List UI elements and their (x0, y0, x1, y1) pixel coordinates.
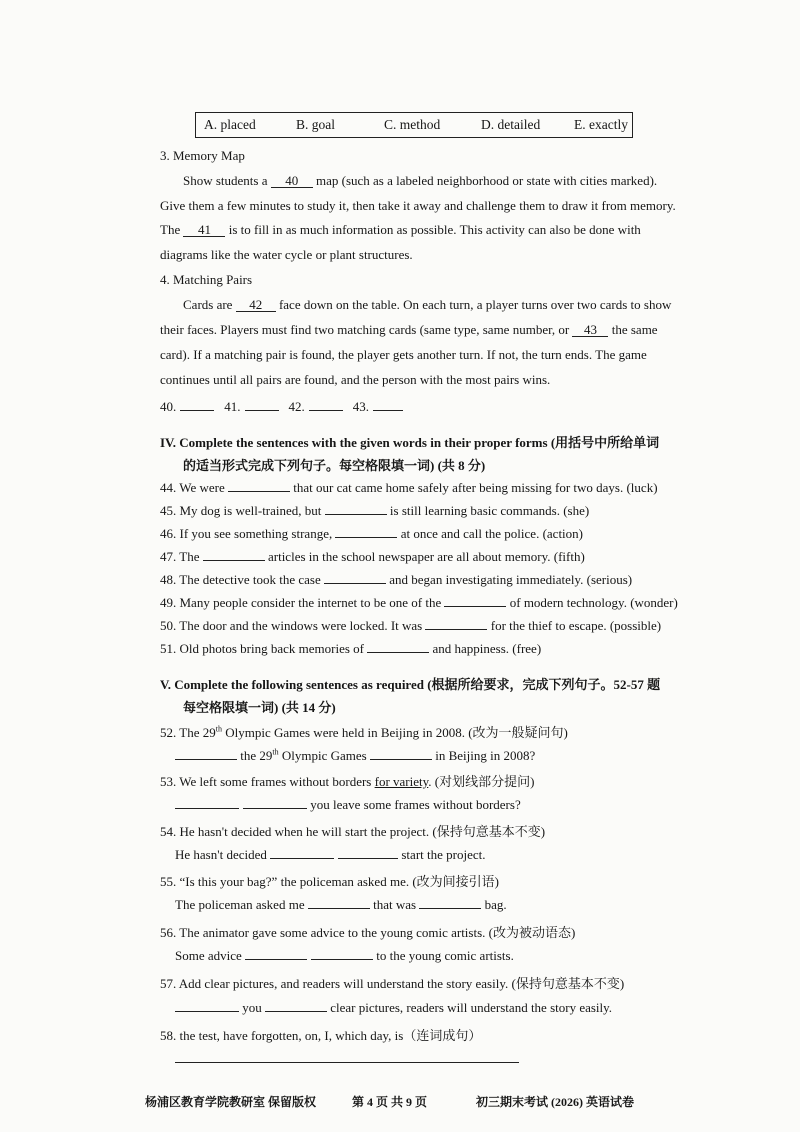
memory-map-line-2: Give them a few minutes to study it, then take it away and challenge them to draw it from memory. (160, 198, 676, 213)
question-45: 45. My dog is well-trained, but is still learning basic commands. (she) (160, 503, 590, 518)
section-4-heading-1: IV. Complete the sentences with the given words in their proper forms (用括号中所给单词 (160, 435, 660, 450)
section-5-heading-1: V. Complete the following sentences as required (根据所给要求，完成下列句子。52-57 题 (160, 677, 661, 692)
q53-blank-2[interactable] (243, 796, 307, 809)
question-55-rewrite: The policeman asked me that was bag. (175, 897, 507, 912)
question-54-rewrite: He hasn't decided start the project. (175, 847, 486, 862)
answer-41-blank[interactable] (245, 398, 279, 411)
q52-blank-2[interactable] (370, 747, 432, 760)
q57-blank-1[interactable] (175, 999, 239, 1012)
q46-blank[interactable] (335, 525, 397, 538)
q47-blank[interactable] (203, 548, 265, 561)
blank-40[interactable]: 40 (271, 174, 313, 188)
q58-answer-line[interactable] (175, 1062, 519, 1063)
blank-42[interactable]: 42 (236, 298, 276, 312)
q52-blank-1[interactable] (175, 747, 237, 760)
q54-blank-1[interactable] (270, 846, 334, 859)
footer-copyright: 杨浦区教育学院教研室 保留版权 (145, 1095, 317, 1109)
question-47: 47. The articles in the school newspaper are all about memory. (fifth) (160, 549, 585, 564)
question-44: 44. We were that our cat came home safely after being missing for two days. (luck) (160, 480, 658, 495)
matching-pairs-line-2: their faces. Players must find two matching cards (same type, same number, or 43 the same (160, 322, 658, 337)
memory-map-line-1: Show students a 40 map (such as a labeled neighborhood or state with cities marked). (183, 173, 658, 188)
q56-blank-1[interactable] (245, 947, 307, 960)
q57-blank-2[interactable] (265, 999, 327, 1012)
question-52: 52. The 29th Olympic Games were held in Beijing in 2008. (改为一般疑问句) (160, 724, 568, 740)
option-d: D. detailed (481, 117, 541, 132)
q48-blank[interactable] (324, 571, 386, 584)
matching-pairs-title: 4. Matching Pairs (160, 272, 253, 287)
section-5-heading-2: 每空格限填一词) (共 14 分) (183, 700, 336, 715)
blank-43[interactable]: 43 (572, 323, 608, 337)
section-4-heading-2: 的适当形式完成下列句子。每空格限填一词) (共 8 分) (183, 458, 486, 473)
answer-row: 40. 41. 42. 43. (160, 398, 403, 415)
q51-blank[interactable] (367, 640, 429, 653)
q44-blank[interactable] (228, 479, 290, 492)
footer-page-number: 第 4 页 共 9 页 (352, 1095, 428, 1109)
blank-41[interactable]: 41 (183, 223, 225, 237)
question-48: 48. The detective took the case and began investigating immediately. (serious) (160, 572, 633, 587)
answer-40-blank[interactable] (180, 398, 214, 411)
word-bank-box (195, 112, 633, 138)
q45-blank[interactable] (325, 502, 387, 515)
q53-blank-1[interactable] (175, 796, 239, 809)
matching-pairs-line-4: continues until all pairs are found, and the person with the most pairs wins. (160, 372, 551, 387)
question-57: 57. Add clear pictures, and readers will understand the story easily. (保持句意基本不变) (160, 976, 625, 991)
question-56-rewrite: Some advice to the young comic artists. (175, 948, 514, 963)
option-c: C. method (384, 117, 441, 132)
question-50: 50. The door and the windows were locked. It was for the thief to escape. (possible) (160, 618, 662, 633)
memory-map-line-4: diagrams like the water cycle or plant structures. (160, 247, 413, 262)
question-55: 55. “Is this your bag?” the policeman asked me. (改为间接引语) (160, 874, 499, 889)
q56-blank-2[interactable] (311, 947, 373, 960)
option-e: E. exactly (574, 117, 628, 132)
q50-blank[interactable] (425, 617, 487, 630)
question-53-rewrite: you leave some frames without borders? (175, 796, 521, 813)
q49-blank[interactable] (444, 594, 506, 607)
q55-blank-2[interactable] (419, 896, 481, 909)
question-56: 56. The animator gave some advice to the young comic artists. (改为被动语态) (160, 925, 576, 940)
answer-42-blank[interactable] (309, 398, 343, 411)
memory-map-line-3: The 41 is to fill in as much information as possible. This activity can also be done with (160, 222, 641, 237)
matching-pairs-line-1: Cards are 42 face down on the table. On each turn, a player turns over two cards to show (183, 297, 672, 312)
option-a: A. placed (204, 117, 256, 132)
question-53: 53. We left some frames without borders for variety. (对划线部分提问) (160, 774, 535, 789)
question-57-rewrite: you clear pictures, readers will understand the story easily. (175, 999, 612, 1016)
question-46: 46. If you see something strange, at once and call the police. (action) (160, 526, 583, 541)
option-b: B. goal (296, 117, 335, 132)
question-51: 51. Old photos bring back memories of and happiness. (free) (160, 641, 542, 656)
q55-blank-1[interactable] (308, 896, 370, 909)
matching-pairs-line-3: card). If a matching pair is found, the player gets another turn. If not, the turn ends. The game (160, 347, 647, 362)
question-49: 49. Many people consider the internet to be one of the of modern technology. (wonder) (160, 595, 678, 610)
question-54: 54. He hasn't decided when he will start the project. (保持句意基本不变) (160, 824, 546, 839)
q54-blank-2[interactable] (338, 846, 398, 859)
footer-exam-title: 初三期末考试 (2026) 英语试卷 (476, 1095, 634, 1109)
answer-43-blank[interactable] (373, 398, 403, 411)
memory-map-title: 3. Memory Map (160, 148, 245, 163)
question-52-rewrite: the 29th Olympic Games in Beijing in 2008? (175, 747, 535, 764)
question-58: 58. the test, have forgotten, on, I, which day, is（连词成句） (160, 1028, 482, 1043)
